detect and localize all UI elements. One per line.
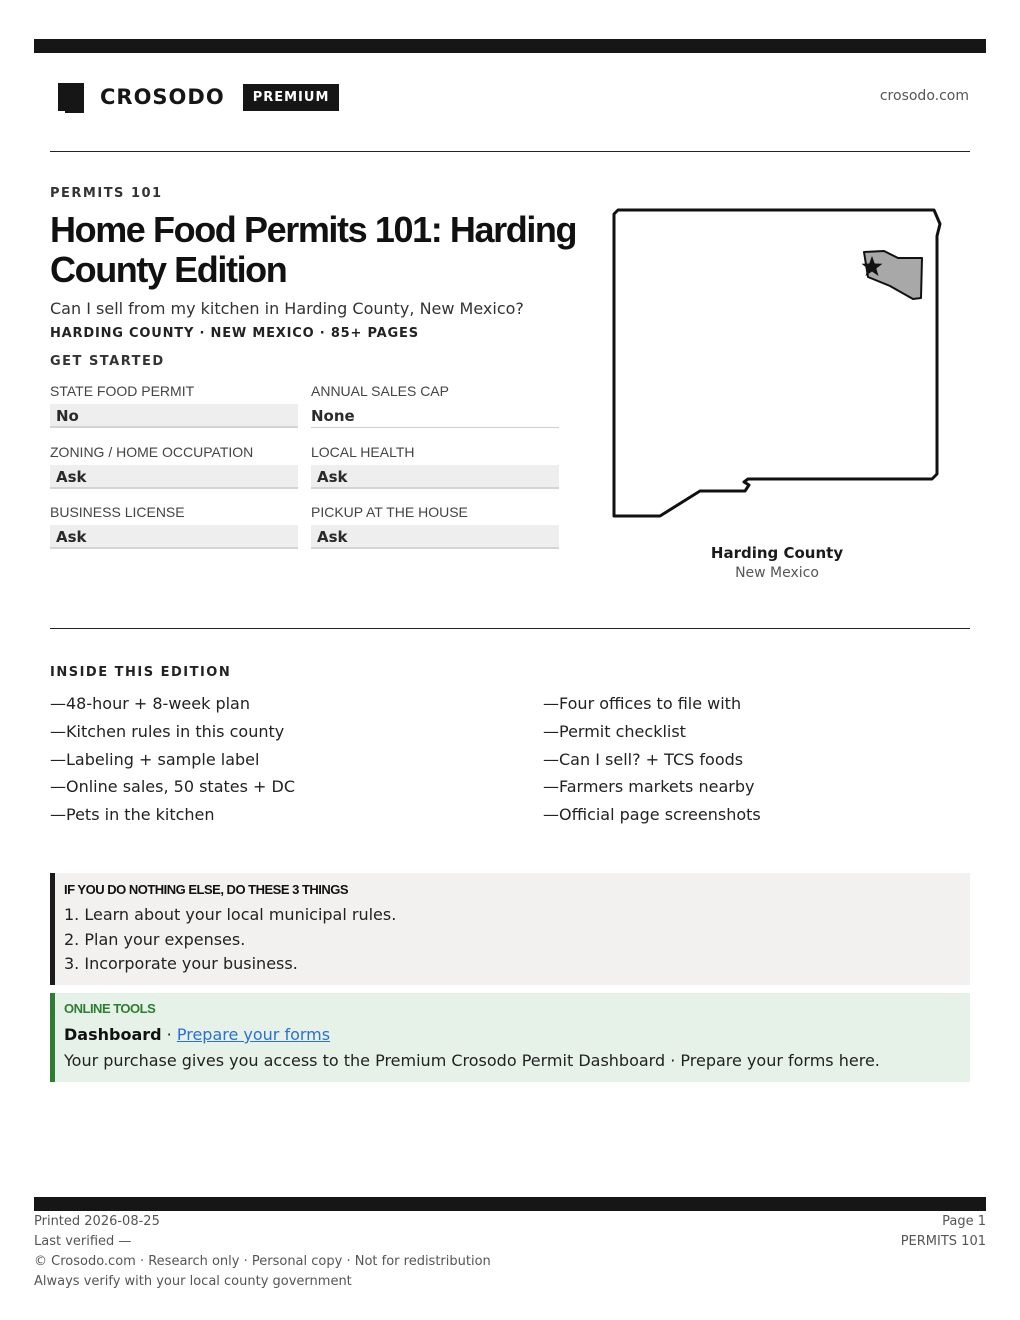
field-value: None: [311, 404, 559, 428]
last-verified: Last verified —: [34, 1234, 132, 1249]
inside-heading: INSIDE THIS EDITION: [50, 665, 232, 680]
field-value: Ask: [50, 525, 298, 549]
tools-description: Your purchase gives you access to the Premium Crosodo Permit Dashboard · Prepare your forms here.: [64, 1051, 880, 1070]
field-label: PICKUP AT THE HOUSE: [311, 504, 468, 520]
callout-title: IF YOU DO NOTHING ELSE, DO THESE 3 THINGS: [64, 882, 349, 897]
footer-section: PERMITS 101: [900, 1234, 986, 1249]
field-annual-sales-cap: [311, 382, 559, 428]
field-value: Ask: [311, 525, 559, 549]
list-item: 2. Plan your expenses.: [64, 929, 246, 949]
list-item: —Official page screenshots: [543, 805, 761, 824]
printed-date: Printed 2026-08-25: [34, 1214, 160, 1229]
list-item: 3. Incorporate your business.: [64, 954, 298, 973]
state-map: [608, 204, 948, 526]
field-label: LOCAL HEALTH: [311, 444, 415, 460]
three-things-callout: [50, 873, 970, 985]
list-item: 1. Learn about your local municipal rules.: [64, 905, 397, 924]
field-pickup-at-house: [311, 503, 559, 549]
tools-dashboard-line: [64, 1025, 970, 1045]
premium-badge: PREMIUM: [243, 84, 340, 111]
field-zoning: [50, 443, 298, 489]
field-business-license: [50, 503, 298, 549]
inside-list-left: [50, 690, 295, 829]
new-mexico-logo-icon: [54, 80, 88, 114]
field-value: Ask: [311, 465, 559, 489]
site-url: crosodo.com: [879, 88, 969, 104]
brand: [54, 80, 339, 114]
inside-list-right: [543, 690, 761, 829]
section-eyebrow: PERMITS 101: [50, 186, 163, 201]
online-tools-callout: [50, 993, 970, 1082]
list-item: —Pets in the kitchen: [50, 805, 215, 824]
list-item: —Farmers markets nearby: [543, 777, 755, 797]
map-county-name: Harding County: [710, 544, 844, 562]
section-divider: [50, 628, 970, 629]
get-started-heading: GET STARTED: [50, 354, 165, 369]
callout-list: [64, 903, 970, 977]
header-divider: [50, 151, 970, 152]
list-item: —Online sales, 50 states + DC: [50, 777, 296, 797]
field-value: Ask: [50, 465, 298, 489]
list-item: —Four offices to file with: [543, 694, 742, 713]
page-number: Page 1: [942, 1214, 986, 1229]
field-label: ANNUAL SALES CAP: [311, 383, 449, 399]
map-caption: [608, 544, 946, 581]
edition-meta: HARDING COUNTY · NEW MEXICO · 85+ PAGES: [50, 326, 419, 341]
field-local-health: [311, 443, 559, 489]
list-item: —Labeling + sample label: [50, 749, 260, 769]
field-label: STATE FOOD PERMIT: [50, 383, 195, 399]
footer-right: [901, 1212, 986, 1252]
field-label: ZONING / HOME OCCUPATION: [50, 444, 254, 460]
page-subtitle: Can I sell from my kitchen in Harding County, New Mexico?: [50, 299, 524, 318]
brand-name: CROSODO: [100, 85, 225, 109]
tools-title: ONLINE TOOLS: [64, 1001, 156, 1016]
copyright: © Crosodo.com · Research only · Personal copy · Not for redistribution: [34, 1254, 491, 1269]
separator: ·: [161, 1025, 177, 1044]
footer-left: [34, 1212, 491, 1292]
verify-note: Always verify with your local county government: [34, 1274, 352, 1289]
list-item: —Permit checklist: [543, 721, 686, 741]
field-value: No: [50, 404, 298, 428]
field-state-food-permit: [50, 382, 298, 428]
field-label: BUSINESS LICENSE: [50, 504, 185, 520]
top-bar: [34, 39, 986, 53]
list-item: —48-hour + 8-week plan: [50, 694, 250, 713]
list-item: —Kitchen rules in this county: [50, 721, 285, 741]
prepare-forms-link[interactable]: Prepare your forms: [176, 1025, 331, 1044]
list-item: —Can I sell? + TCS foods: [543, 749, 744, 769]
page-title: Home Food Permits 101: Harding County Edition: [50, 209, 577, 290]
map-state-name: New Mexico: [735, 565, 819, 581]
dashboard-label: Dashboard: [64, 1025, 162, 1044]
bottom-bar: [34, 1197, 986, 1211]
